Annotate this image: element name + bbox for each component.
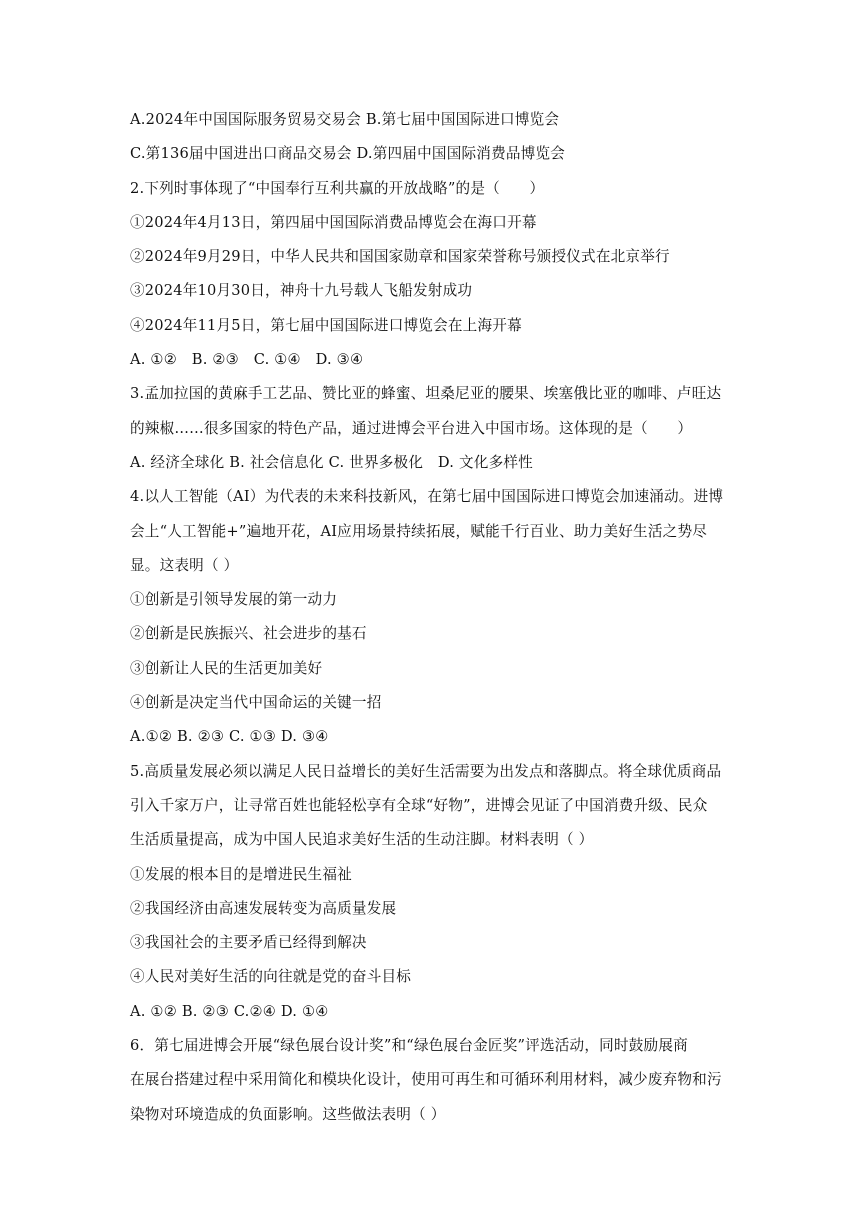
q4-statement-3: ③创新让人民的生活更加美好 xyxy=(130,659,323,677)
q5-statement-2: ②我国经济由高速发展转变为高质量发展 xyxy=(130,899,397,917)
question-4-stem-line-2: 会上“人工智能+”遍地开花，AI应用场景持续拓展，赋能千行百业、助力美好生活之势尽 xyxy=(130,522,708,540)
question-5-stem-line-2: 引入千家万户，让寻常百姓也能轻松享有全球“好物”，进博会见证了中国消费升级、民众 xyxy=(130,796,708,814)
q2-statement-3: ③2024年10月30日，神舟十九号载人飞船发射成功 xyxy=(130,282,473,300)
question-3-stem-line-2: 的辣椒……很多国家的特色产品，通过进博会平台进入中国市场。这体现的是（ ） xyxy=(130,419,693,437)
question-3-stem-line-1: 3.孟加拉国的黄麻手工艺品、赞比亚的蜂蜜、坦桑尼亚的腰果、埃塞俄比亚的咖啡、卢旺达 xyxy=(130,385,722,403)
q5-statement-4: ④人民对美好生活的向往就是党的奋斗目标 xyxy=(130,968,412,986)
q2-statement-2: ②2024年9月29日，中华人民共和国国家勋章和国家荣誉称号颁授仪式在北京举行 xyxy=(130,248,670,266)
q5-statement-1: ①发展的根本目的是增进民生福祉 xyxy=(130,865,352,883)
q4-statement-4: ④创新是决定当代中国命运的关键一招 xyxy=(130,694,382,712)
question-5-stem-line-3: 生活质量提高，成为中国人民追求美好生活的生动注脚。材料表明（ ） xyxy=(130,831,594,849)
q4-statement-1: ①创新是引领导发展的第一动力 xyxy=(130,591,338,609)
question-6-stem-line-2: 在展台搭建过程中采用简化和模块化设计，使用可再生和可循环利用材料，减少废弃物和污 xyxy=(130,1071,722,1089)
question-4-stem-line-3: 显。这表明（ ） xyxy=(130,556,239,574)
option-line-q1-cd: C.第136届中国进出口商品交易会 D.第四届中国国际消费品博览会 xyxy=(130,145,566,163)
q2-statement-1: ①2024年4月13日，第四届中国国际消费品博览会在海口开幕 xyxy=(130,213,537,231)
q4-statement-2: ②创新是民族振兴、社会进步的基石 xyxy=(130,625,367,643)
q5-options: A. ①② B. ②③ C.②④ D. ①④ xyxy=(130,1002,329,1020)
question-4-stem-line-1: 4.以人工智能（AI）为代表的未来科技新风，在第七届中国国际进口博览会加速涌动。进博 xyxy=(130,488,724,506)
q2-options: A. ①② B. ②③ C. ①④ D. ③④ xyxy=(130,351,364,369)
question-2-stem: 2.下列时事体现了“中国奉行互利共赢的开放战略”的是（ ） xyxy=(130,179,545,197)
document-page xyxy=(130,103,730,1132)
question-6-stem-line-3: 染物对环境造成的负面影响。这些做法表明（ ） xyxy=(130,1105,446,1123)
q5-statement-3: ③我国社会的主要矛盾已经得到解决 xyxy=(130,934,367,952)
option-line-q1-ab: A.2024年中国国际服务贸易交易会 B.第七届中国国际进口博览会 xyxy=(130,111,560,128)
question-5-stem-line-1: 5.高质量发展必须以满足人民日益增长的美好生活需要为出发点和落脚点。将全球优质商品 xyxy=(130,762,722,780)
q2-statement-4: ④2024年11月5日，第七届中国国际进口博览会在上海开幕 xyxy=(130,316,522,334)
q3-options: A. 经济全球化 B. 社会信息化 C. 世界多极化 D. 文化多样性 xyxy=(130,453,533,471)
q4-options: A.①② B. ②③ C. ①③ D. ③④ xyxy=(130,728,329,746)
question-6-stem-line-1: 6．第七届进博会开展“绿色展台设计奖”和“绿色展台金匠奖”评选活动，同时鼓励展商 xyxy=(130,1037,688,1055)
